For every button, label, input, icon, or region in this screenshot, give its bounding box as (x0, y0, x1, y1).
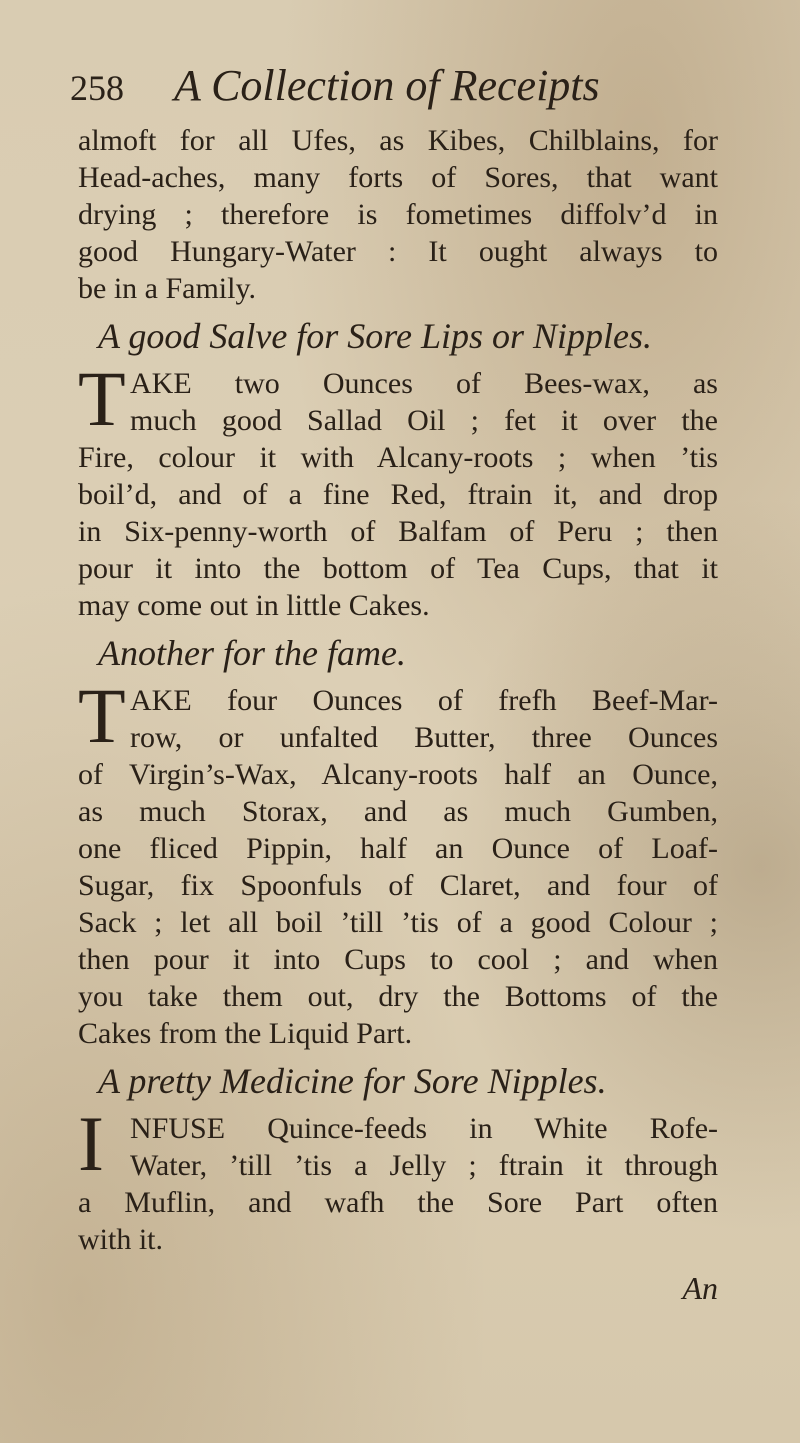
text-line: you take them out, dry the Bottoms of the (78, 980, 718, 1013)
text-line: boil’d, and of a fine Red, ftrain it, and drop (78, 478, 718, 511)
recipe-heading: A good Salve for Sore Lips or Nipples. (98, 316, 653, 356)
continuation-paragraph (78, 122, 718, 307)
text-line: NFUSE Quince-feeds in White Rofe- (130, 1112, 718, 1145)
text-line: AKE four Ounces of frefh Beef-Mar- (130, 684, 718, 717)
page-header (70, 60, 718, 122)
text-line: may come out in little Cakes. (78, 589, 430, 622)
text-line: be in a Family. (78, 272, 257, 305)
recipe-body (78, 355, 718, 624)
text-line: in Six-penny-worth of Balfam of Peru ; then (78, 515, 718, 548)
text-line: Sack ; let all boil ’till ’tis of a good Colour ; (78, 906, 718, 939)
page-number: 258 (70, 68, 124, 108)
text-line: a Muflin, and wafh the Sore Part often (78, 1186, 718, 1219)
text-line: as much Storax, and as much Gumben, (78, 795, 718, 828)
text-line: pour it into the bottom of Tea Cups, that it (78, 552, 718, 585)
text-line: Head-aches, many forts of Sores, that want (78, 161, 718, 194)
recipe-body (78, 1100, 718, 1258)
running-title: A Collection of Receipts (174, 61, 600, 110)
text-line: much good Sallad Oil ; fet it over the (130, 404, 718, 437)
text-line: Water, ’till ’tis a Jelly ; ftrain it through (130, 1149, 718, 1182)
text-line: with it. (78, 1223, 164, 1256)
text-line: Cakes from the Liquid Part. (78, 1017, 413, 1050)
recipe-heading: Another for the fame. (98, 633, 406, 673)
text-line: row, or unfalted Butter, three Ounces (130, 721, 718, 754)
text-line: then pour it into Cups to cool ; and when (78, 943, 718, 976)
drop-cap: I (78, 1100, 104, 1187)
text-block (70, 60, 718, 1307)
catchword: An (682, 1270, 718, 1306)
text-line: one fliced Pippin, half an Ounce of Loaf- (78, 832, 718, 865)
text-line: Sugar, fix Spoonfuls of Claret, and four of (78, 869, 718, 902)
drop-cap: T (78, 355, 126, 442)
drop-cap: T (78, 672, 126, 759)
text-line: AKE two Ounces of Bees-wax, as (130, 367, 718, 400)
text-line: drying ; therefore is fometimes diffolv’d in (78, 198, 718, 231)
recipe-heading: A pretty Medicine for Sore Nipples. (98, 1061, 607, 1101)
recipe-body (78, 672, 718, 1052)
text-line: Fire, colour it with Alcany-roots ; when ’tis (78, 441, 718, 474)
text-line: almoft for all Ufes, as Kibes, Chilblains, for (78, 124, 718, 157)
text-line: good Hungary-Water : It ought always to (78, 235, 718, 268)
text-line: of Virgin’s-Wax, Alcany-roots half an Ounce, (78, 758, 718, 791)
